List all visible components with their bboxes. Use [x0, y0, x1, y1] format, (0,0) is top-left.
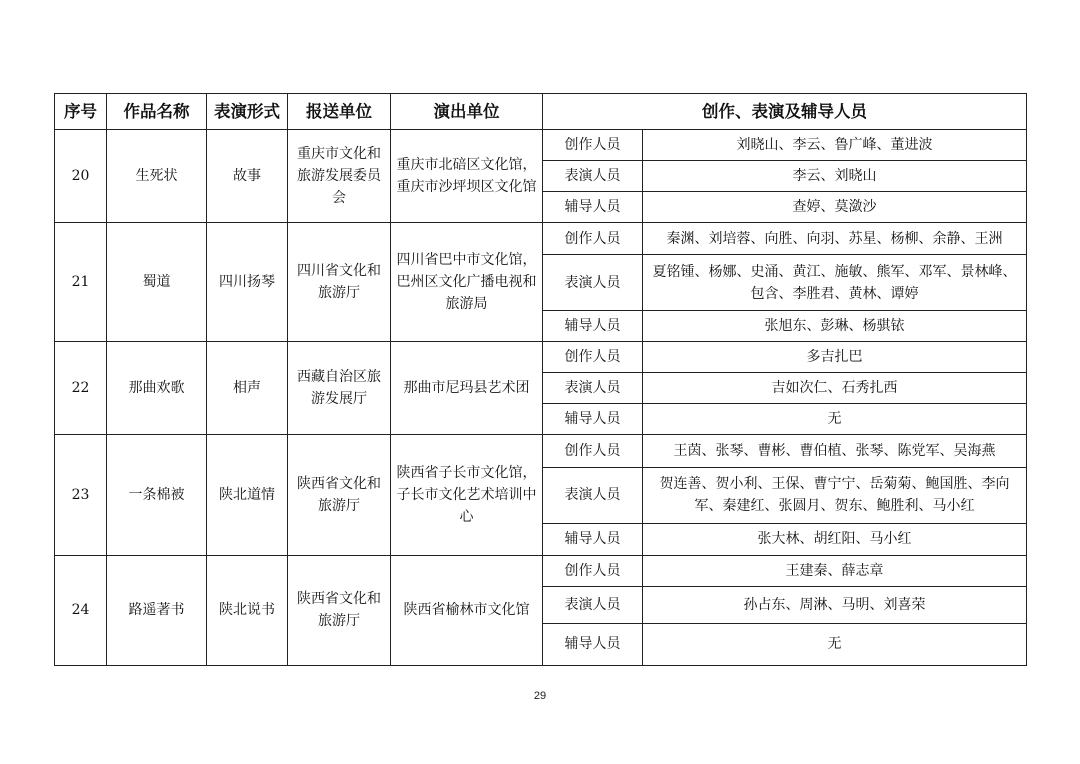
role-people: 查婷、莫潋沙: [643, 192, 1027, 223]
page-number: 29: [533, 690, 547, 702]
role-label: 表演人员: [543, 255, 643, 311]
header-title: 作品名称: [107, 94, 207, 130]
role-people: 多吉扎巴: [643, 342, 1027, 373]
role-label: 辅导人员: [543, 523, 643, 555]
entry-submitter: 陕西省文化和旅游厅: [288, 555, 391, 665]
role-label: 创作人员: [543, 130, 643, 161]
entry-submitter: 西藏自治区旅游发展厅: [288, 342, 391, 435]
header-no: 序号: [55, 94, 107, 130]
role-people: 孙占东、周淋、马明、刘喜荣: [643, 586, 1027, 623]
header-submitter: 报送单位: [288, 94, 391, 130]
role-label: 辅导人员: [543, 623, 643, 665]
header-row: [55, 94, 1027, 130]
header-form: 表演形式: [207, 94, 288, 130]
entry-title: 一条棉被: [107, 435, 207, 555]
entry-submitter: 陕西省文化和旅游厅: [288, 435, 391, 555]
role-people: 无: [643, 623, 1027, 665]
entry-no: 24: [55, 555, 107, 665]
entry-title: 蜀道: [107, 223, 207, 342]
entry-title: 生死状: [107, 130, 207, 223]
header-staff: 创作、表演及辅导人员: [543, 94, 1027, 130]
role-label: 表演人员: [543, 373, 643, 404]
table-row: [55, 555, 1027, 586]
role-people: 王建秦、薛志章: [643, 555, 1027, 586]
role-label: 表演人员: [543, 586, 643, 623]
role-label: 辅导人员: [543, 311, 643, 342]
role-label: 表演人员: [543, 467, 643, 523]
role-label: 创作人员: [543, 435, 643, 467]
table-row: [55, 342, 1027, 373]
role-people: 夏铭锺、杨娜、史涌、黄江、施敏、熊军、邓军、景林峰、包含、李胜君、黄林、谭婷: [643, 255, 1027, 311]
entry-performer: 陕西省榆林市文化馆: [391, 555, 543, 665]
header-performer: 演出单位: [391, 94, 543, 130]
entry-form: 陕北说书: [207, 555, 288, 665]
entry-form: 四川扬琴: [207, 223, 288, 342]
role-label: 辅导人员: [543, 404, 643, 435]
entry-performer: 陕西省子长市文化馆，子长市文化艺术培训中心: [391, 435, 543, 555]
role-label: 创作人员: [543, 342, 643, 373]
entry-no: 21: [55, 223, 107, 342]
entry-performer: 四川省巴中市文化馆，巴州区文化广播电视和旅游局: [391, 223, 543, 342]
role-people: 吉如次仁、石秀扎西: [643, 373, 1027, 404]
role-people: 张大林、胡红阳、马小红: [643, 523, 1027, 555]
table-row: [55, 223, 1027, 255]
role-label: 表演人员: [543, 161, 643, 192]
table-row: [55, 435, 1027, 467]
entry-performer: 重庆市北碚区文化馆，重庆市沙坪坝区文化馆: [391, 130, 543, 223]
entry-form: 相声: [207, 342, 288, 435]
staff-table: [54, 93, 1027, 666]
entry-submitter: 四川省文化和旅游厅: [288, 223, 391, 342]
role-people: 无: [643, 404, 1027, 435]
role-label: 创作人员: [543, 223, 643, 255]
entry-no: 22: [55, 342, 107, 435]
entry-form: 陕北道情: [207, 435, 288, 555]
role-label: 辅导人员: [543, 192, 643, 223]
role-people: 张旭东、彭琳、杨骐铱: [643, 311, 1027, 342]
entry-title: 路遥著书: [107, 555, 207, 665]
role-label: 创作人员: [543, 555, 643, 586]
entry-submitter: 重庆市文化和旅游发展委员会: [288, 130, 391, 223]
role-people: 刘晓山、李云、鲁广峰、董进波: [643, 130, 1027, 161]
role-people: 王茵、张琴、曹彬、曹伯植、张琴、陈党军、吴海燕: [643, 435, 1027, 467]
entry-performer: 那曲市尼玛县艺术团: [391, 342, 543, 435]
role-people: 贺连善、贺小利、王保、曹宁宁、岳菊菊、鲍国胜、李向军、秦建红、张圆月、贺东、鲍胜利、马小红: [643, 467, 1027, 523]
role-people: 秦渊、刘培蓉、向胜、向羽、苏星、杨柳、余静、王洲: [643, 223, 1027, 255]
entry-no: 23: [55, 435, 107, 555]
role-people: 李云、刘晓山: [643, 161, 1027, 192]
entry-no: 20: [55, 130, 107, 223]
entry-form: 故事: [207, 130, 288, 223]
table-row: [55, 130, 1027, 161]
entry-title: 那曲欢歌: [107, 342, 207, 435]
